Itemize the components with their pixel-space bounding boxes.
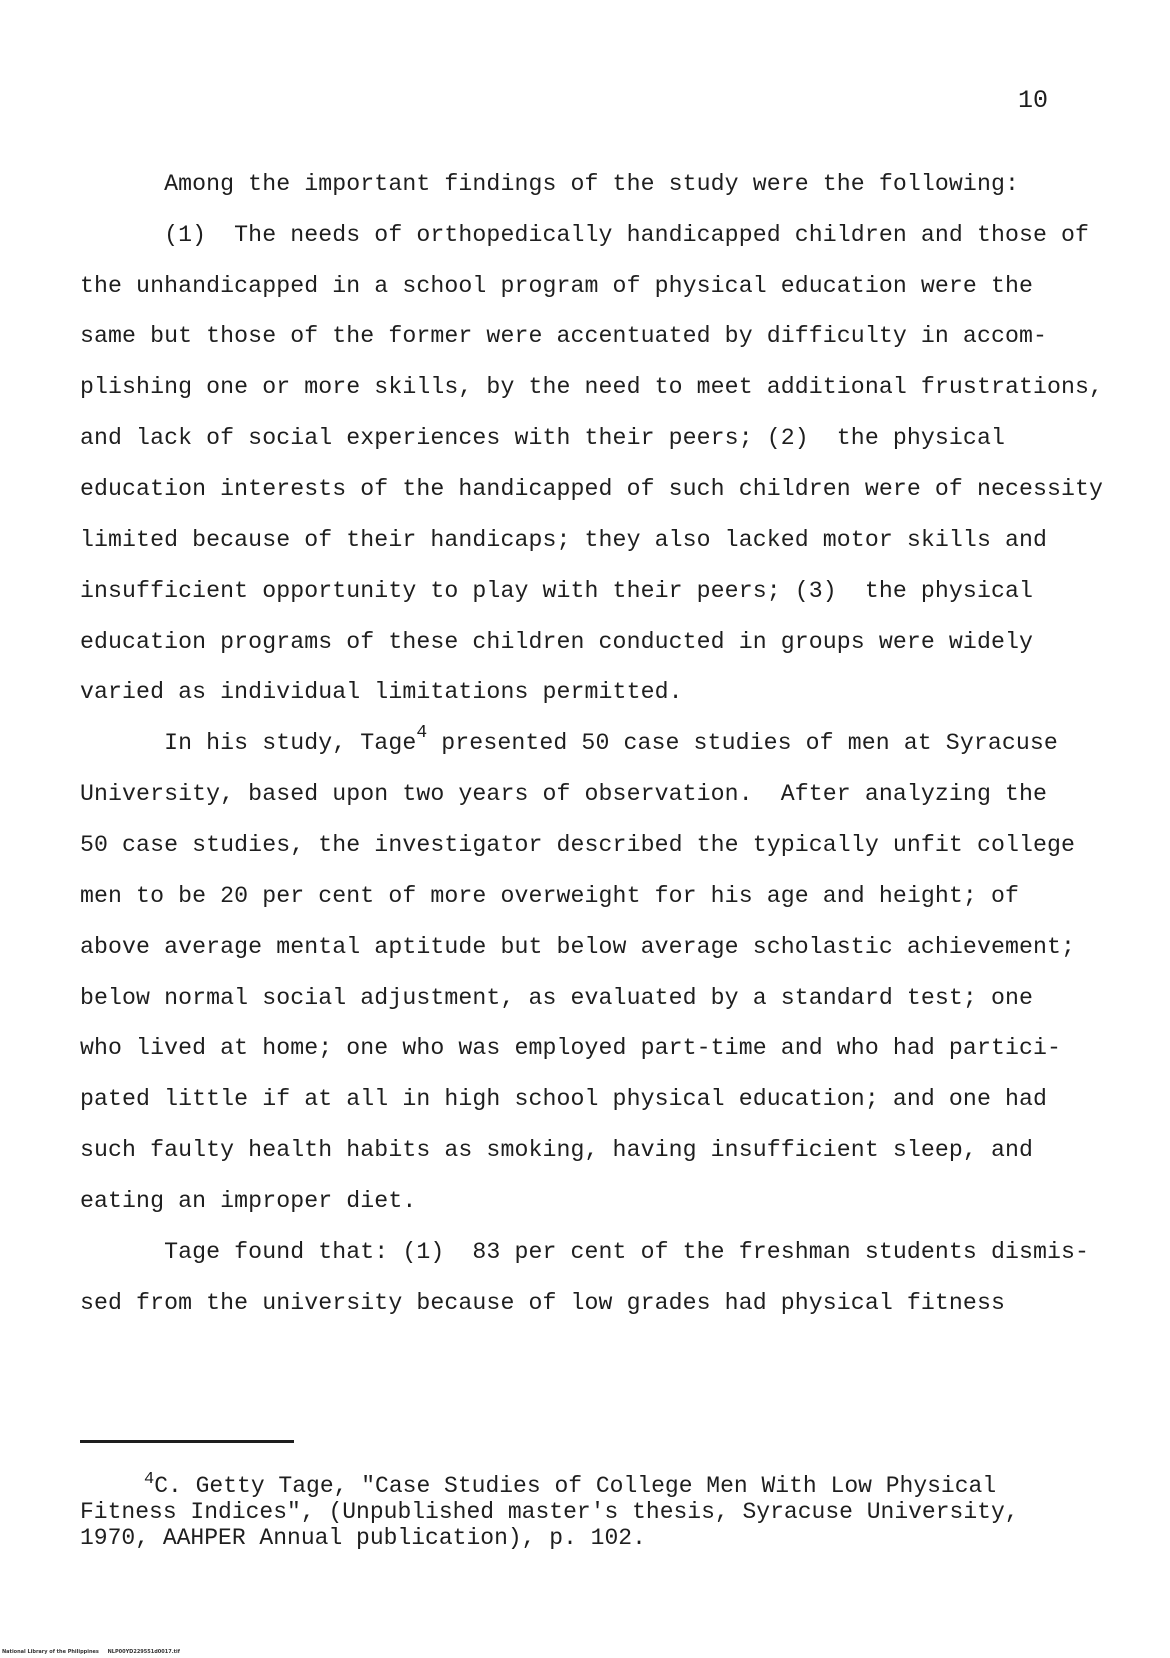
body-line: Tage found that: (1) 83 per cent of the freshman students dismis- xyxy=(80,1239,1090,1265)
body-line: sed from the university because of low grades had physical fitness xyxy=(80,1290,1005,1316)
body-line: men to be 20 per cent of more overweight for his age and height; of xyxy=(80,883,1019,909)
body-line: pated little if at all in high school physical education; and one had xyxy=(80,1086,1048,1112)
body-line: and lack of social experiences with their peers; (2) the physical xyxy=(80,425,1005,451)
body-line: Among the important findings of the study were the following: xyxy=(80,171,1019,197)
footnote-reference: 4 xyxy=(416,723,428,743)
footnote-line: Fitness Indices", (Unpublished master's thesis, Syracuse University, xyxy=(80,1499,1019,1525)
body-line: below normal social adjustment, as evaluated by a standard test; one xyxy=(80,985,1034,1011)
footnote-line: 1970, AAHPER Annual publication), p. 102. xyxy=(80,1525,646,1551)
body-line: eating an improper diet. xyxy=(80,1188,417,1214)
body-line: varied as individual limitations permitted. xyxy=(80,679,683,705)
body-line: same but those of the former were accentuated by difficulty in accom- xyxy=(80,323,1048,349)
footnote-text: C. Getty Tage, "Case Studies of College Men With Low Physical xyxy=(154,1473,997,1499)
body-line: the unhandicapped in a school program of physical education were the xyxy=(80,273,1034,299)
body-line: education interests of the handicapped of such children were of necessity xyxy=(80,476,1104,502)
body-line: such faulty health habits as smoking, having insufficient sleep, and xyxy=(80,1137,1034,1163)
line-text: presented 50 case studies of men at Syracuse xyxy=(427,730,1058,756)
body-line: 50 case studies, the investigator described the typically unfit college xyxy=(80,832,1076,858)
body-line: insufficient opportunity to play with their peers; (3) the physical xyxy=(80,578,1034,604)
line-text: In his study, Tage xyxy=(80,730,417,756)
body-line: education programs of these children conducted in groups were widely xyxy=(80,629,1034,655)
body-line: University, based upon two years of observation. After analyzing the xyxy=(80,781,1048,807)
footnote-marker: 4 xyxy=(144,1470,155,1489)
body-line: limited because of their handicaps; they also lacked motor skills and xyxy=(80,527,1048,553)
body-line xyxy=(80,723,1058,759)
body-line: plishing one or more skills, by the need to meet additional frustrations, xyxy=(80,374,1104,400)
body-line: above average mental aptitude but below average scholastic achievement; xyxy=(80,934,1076,960)
footnote-line xyxy=(144,1470,997,1502)
body-line: (1) The needs of orthopedically handicapped children and those of xyxy=(80,222,1090,248)
footnote-rule xyxy=(80,1440,294,1443)
body-line: who lived at home; one who was employed part-time and who had partici- xyxy=(80,1035,1062,1061)
page-number: 10 xyxy=(1018,86,1049,115)
scan-footer: National Library of the Philippines NLP00YD229551d0017.tif xyxy=(2,1649,180,1655)
